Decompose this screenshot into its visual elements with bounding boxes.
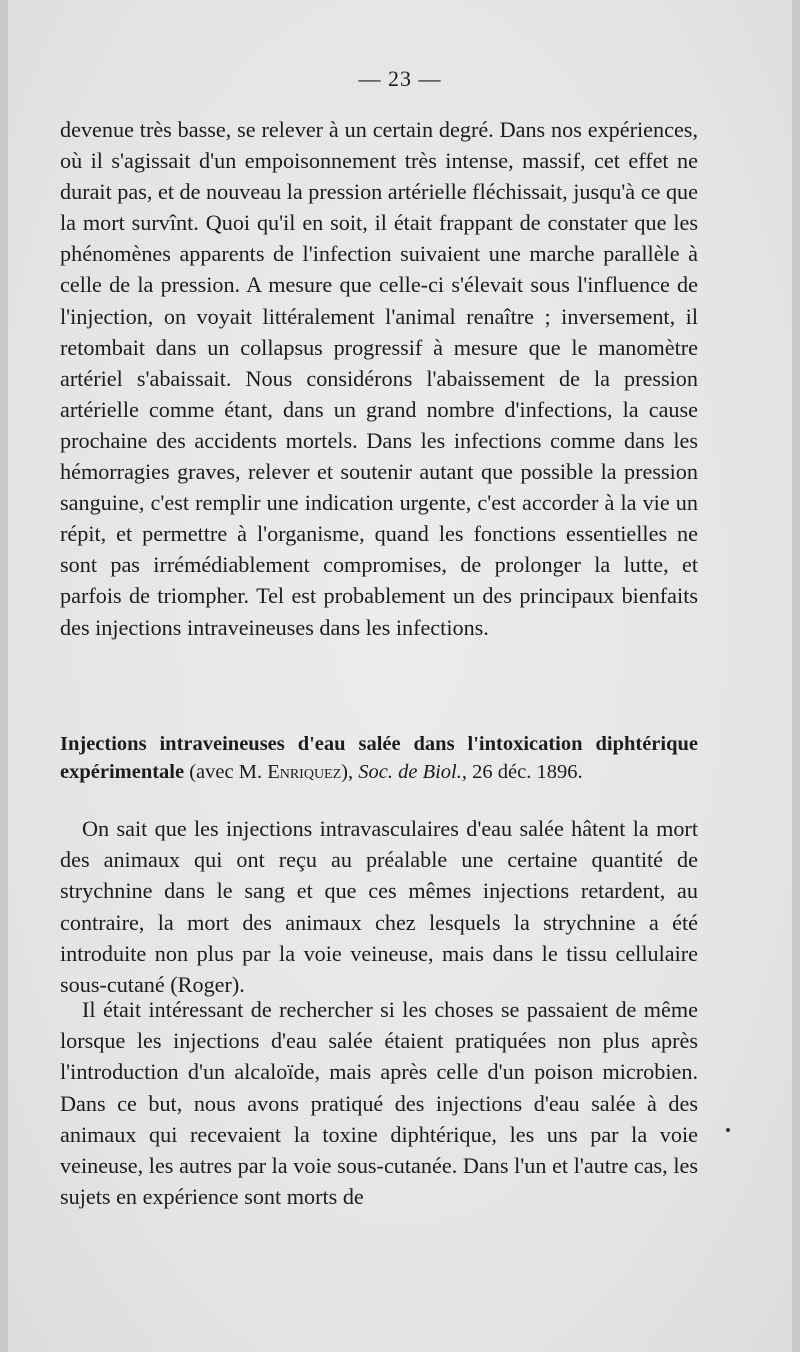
heading-citation-date: , 26 déc. 1896. <box>461 761 583 783</box>
paragraph-text: On sait que les injections intravasculaires d'eau salée hâtent la mort des animaux qui ont reçu au préalable une certaine quantité de strychnine dans le sang et que ces mêmes injections retardent, au contraire, la mort des animaux chez lesquels la strychnine a été introduite non plus par la voie veineuse, mais dans le tissu cellulaire sous-cutané (Roger). <box>60 816 698 998</box>
body-paragraph-2 <box>60 813 698 1000</box>
page-number: — 23 — <box>358 66 442 91</box>
heading-journal: Soc. de Biol. <box>358 761 462 783</box>
body-paragraph-1 <box>60 114 698 643</box>
body-paragraph-3 <box>60 994 698 1212</box>
document-page <box>8 0 792 1352</box>
paragraph-text: Il était intéressant de rechercher si les choses se passaient de même lorsque les injections d'eau salée étaient pratiquées non plus après l'introduction d'un alcaloïde, mais après celle d'un poison microbien. Dans ce but, nous avons pratiqué des injections d'eau salée à des animaux qui recevaient la toxine diphtérique, les uns par la voie veineuse, les autres par la voie sous-cutanée. Dans l'un et l'autre cas, les sujets en expérience sont morts de <box>60 997 698 1210</box>
heading-citation-mid: ), <box>341 761 359 783</box>
ink-speck <box>726 1128 730 1132</box>
heading-coauthor: Enriquez <box>267 761 342 783</box>
section-heading <box>60 730 698 786</box>
heading-title: Injections intraveineuses d'eau salée dans l'intoxication diphtérique expérimentale <box>60 733 698 783</box>
heading-citation-prefix: (avec M. <box>184 761 268 783</box>
paragraph-text: devenue très basse, se relever à un certain degré. Dans nos expériences, où il s'agissait d'un empoisonnement très intense, massif, cet effet ne durait pas, et de nouveau la pression artérielle fléchissait, jusqu'à ce que la mort survînt. Quoi qu'il en soit, il était frappant de constater que les phénomènes apparents de l'infection suivaient une marche parallèle à celle de la pression. A mesure que celle-ci s'élevait sous l'influence de l'injection, on voyait littéralement l'animal renaître ; inversement, il retombait dans un collapsus progressif à mesure que le manomètre artériel s'abaissait. Nous considérons l'abaissement de la pression artérielle comme étant, dans un grand nombre d'infections, la cause prochaine des accidents mortels. Dans les infections comme dans les hémorragies graves, relever et soutenir autant que possible la pression sanguine, c'est remplir une indication urgente, c'est accorder à la vie un répit, et permettre à l'organisme, quand les fonctions essentielles ne sont pas irrémédiablement compromises, de prolonger la lutte, et parfois de triompher. Tel est probablement un des principaux bienfaits des injections intraveineuses dans les infections. <box>60 117 698 640</box>
